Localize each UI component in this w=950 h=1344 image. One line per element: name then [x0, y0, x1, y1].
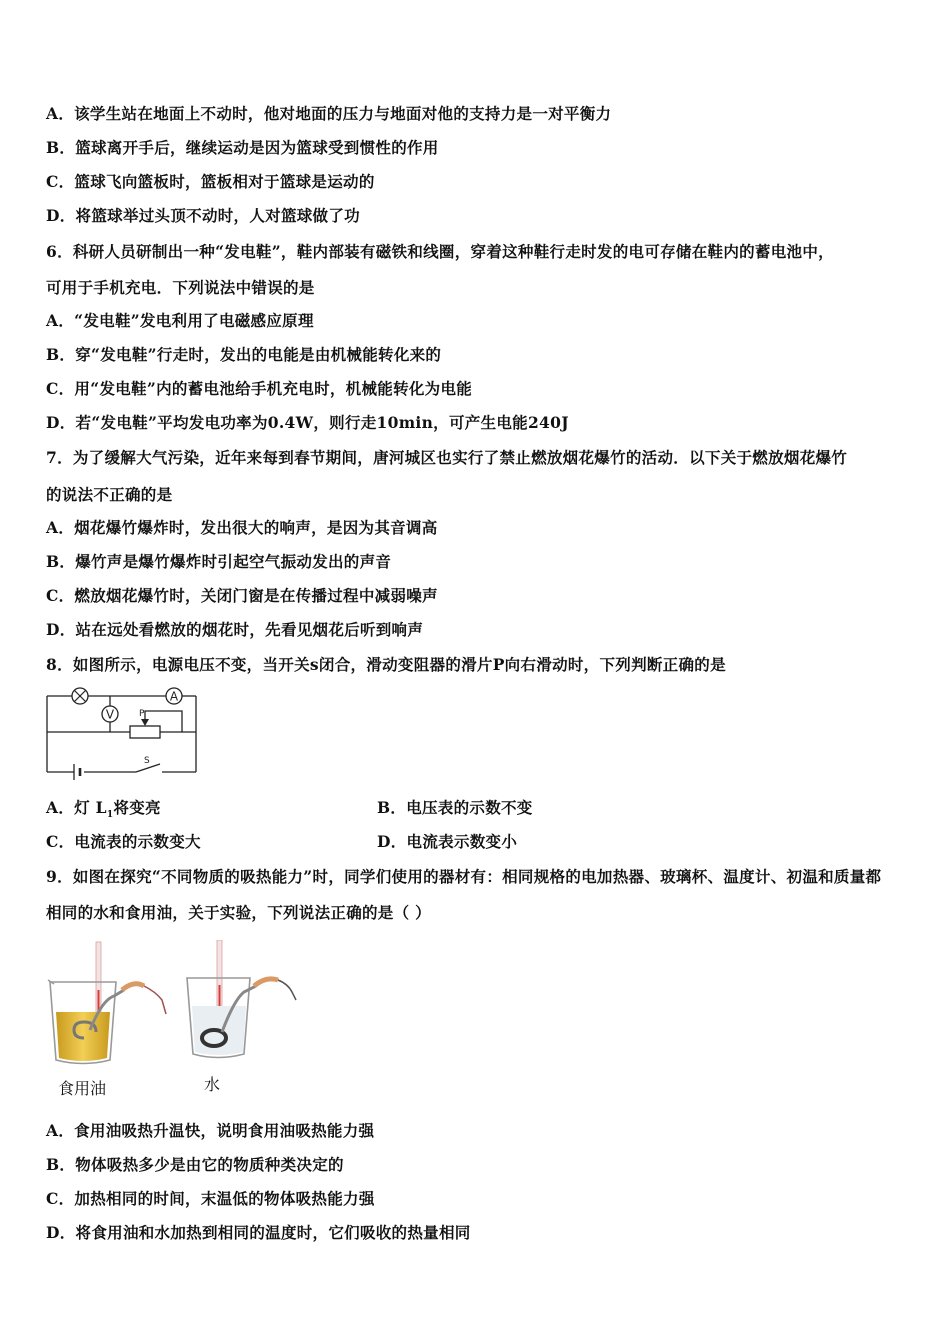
ammeter-icon — [166, 688, 182, 704]
q6-stem-line1: 6．科研人员研制出一种“发电鞋”，鞋内部装有磁铁和线圈，穿着这种鞋行走时发的电可存储在鞋内的蓄电池中， — [46, 242, 834, 261]
water-caption: 水 — [204, 1075, 221, 1094]
oil-beaker-figure — [44, 940, 174, 1070]
q9-stem-line2: 相同的水和食用油，关于实验，下列说法正确的是（ ） — [46, 903, 431, 922]
q9-option-a: A．食用油吸热升温快，说明食用油吸热能力强 — [46, 1121, 375, 1140]
q5-option-d: D．将篮球举过头顶不动时，人对篮球做了功 — [46, 206, 360, 225]
q5-option-c: C．篮球飞向篮板时，篮板相对于篮球是运动的 — [46, 172, 375, 191]
q7-option-a: A．烟花爆竹爆炸时，发出很大的响声，是因为其音调高 — [46, 518, 438, 537]
q9-option-c: C．加热相同的时间，末温低的物体吸热能力强 — [46, 1189, 375, 1208]
q6-option-b: B．穿“发电鞋”行走时，发出的电能是由机械能转化来的 — [46, 345, 442, 364]
slider-label: P — [139, 709, 145, 719]
q8-stem: 8．如图所示，电源电压不变，当开关s闭合，滑动变阻器的滑片P向右滑动时，下列判断正确的是 — [46, 655, 726, 674]
q5-option-b: B．篮球离开手后，继续运动是因为篮球受到惯性的作用 — [46, 138, 439, 157]
q7-stem-line1: 7．为了缓解大气污染，近年来每到春节期间，唐河城区也实行了禁止燃放烟花爆竹的活动．以下关于燃放烟花爆竹 — [46, 448, 848, 467]
voltmeter-label: V — [105, 707, 115, 722]
q7-stem-line2: 的说法不正确的是 — [46, 485, 173, 504]
ammeter-label: A — [169, 689, 179, 704]
q6-stem-line2: 可用于手机充电．下列说法中错误的是 — [46, 278, 315, 297]
circuit-diagram — [44, 684, 200, 780]
q5-option-a: A．该学生站在地面上不动时，他对地面的压力与地面对他的支持力是一对平衡力 — [46, 104, 612, 123]
q8-option-c: C．电流表的示数变大 — [46, 832, 201, 851]
q8-option-b: B．电压表的示数不变 — [377, 798, 533, 817]
q9-stem-line1: 9．如图在探究“不同物质的吸热能力”时，同学们使用的器材有：相同规格的电加热器、玻璃杯、温度计、初温和质量都 — [46, 867, 882, 886]
voltmeter-icon — [102, 706, 118, 722]
q7-option-c: C．燃放烟花爆竹时，关闭门窗是在传播过程中减弱噪声 — [46, 586, 438, 605]
q7-option-b: B．爆竹声是爆竹爆炸时引起空气振动发出的声音 — [46, 552, 392, 571]
q7-option-d: D．站在远处看燃放的烟花时，先看见烟花后听到响声 — [46, 620, 424, 639]
q6-option-a: A．“发电鞋”发电利用了电磁感应原理 — [46, 311, 314, 330]
q9-option-b: B．物体吸热多少是由它的物质种类决定的 — [46, 1155, 344, 1174]
water-beaker-figure — [184, 940, 304, 1070]
lamp-icon — [72, 688, 88, 704]
q6-option-c: C．用“发电鞋”内的蓄电池给手机充电时，机械能转化为电能 — [46, 379, 473, 398]
switch-label: S — [144, 756, 150, 766]
oil-caption: 食用油 — [58, 1079, 107, 1098]
q9-option-d: D．将食用油和水加热到相同的温度时，它们吸收的热量相同 — [46, 1223, 471, 1242]
q8-option-d: D．电流表示数变小 — [377, 832, 518, 851]
q6-option-d: D．若“发电鞋”平均发电功率为0.4W，则行走10min，可产生电能240J — [46, 413, 569, 432]
q8-option-a: A．灯 $L_1$将变亮 — [46, 798, 161, 821]
